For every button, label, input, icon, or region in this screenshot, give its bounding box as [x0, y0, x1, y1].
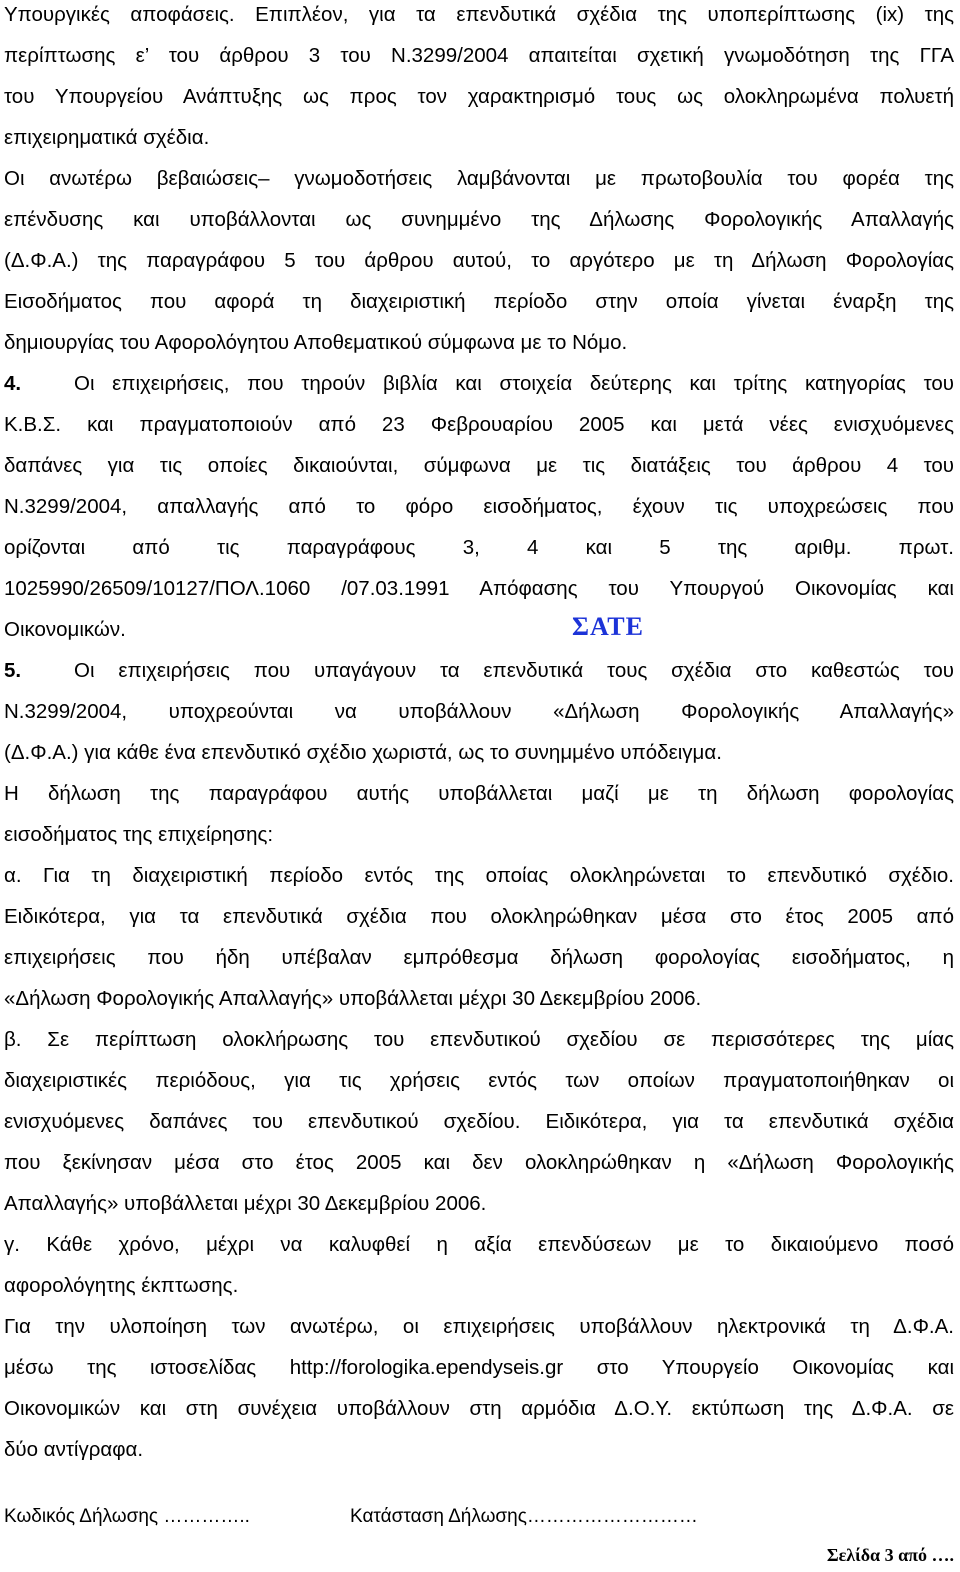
text-line: δημιουργίας του Αφορολόγητου Αποθεματικού σύμφωνα με το Νόμο. [4, 331, 628, 354]
text-line: αφορολόγητης έκπτωσης. [4, 1274, 239, 1297]
text-line: Ν.3299/2004, υποχρεούνται να υποβάλλουν «Δήλωση Φορολογικής Απαλλαγής» [4, 700, 954, 723]
text-line: Ειδικότερα, για τα επενδυτικά σχέδια που ολοκληρώθηκαν μέσα στο έτος 2005 από [4, 905, 954, 928]
text-line: Ν.3299/2004, απαλλαγής από το φόρο εισοδήματος, έχουν τις υποχρεώσεις που [4, 495, 954, 518]
text-line: του Υπουργείου Ανάπτυξης ως προς τον χαρακτηρισμό τους ως ολοκληρωμένα πολυετή [4, 85, 954, 108]
paragraph-5-first-line [4, 656, 954, 686]
text-line: επιχειρηματικά σχέδια. [4, 126, 210, 149]
text-line: Κ.Β.Σ. και πραγματοποιούν από 23 Φεβρουαρίου 2005 και μετά νέες ενισχυόμενες [4, 413, 954, 436]
paragraph-4-first-line [4, 369, 954, 399]
text-line: Οι επιχειρήσεις που υπαγάγουν τα επενδυτικά τους σχέδια στο καθεστώς του [74, 659, 954, 682]
text-line: Για την υλοποίηση των ανωτέρω, οι επιχειρήσεις υποβάλλουν ηλεκτρονικά τη Δ.Φ.Α. [4, 1315, 954, 1338]
text-line: Οι ανωτέρω βεβαιώσεις– γνωμοδοτήσεις λαμβάνονται με πρωτοβουλία του φορέα της [4, 167, 954, 190]
text-line: επιχειρήσεις που ήδη υπέβαλαν εμπρόθεσμα δήλωση φορολογίας εισοδήματος, η [4, 946, 954, 969]
text-line: Εισοδήματος που αφορά τη διαχειριστική περίοδο στην οποία γίνεται έναρξη της [4, 290, 954, 313]
text-line: (Δ.Φ.Α.) για κάθε ένα επενδυτικό σχέδιο χωριστά, ως το συνημμένο υπόδειγμα. [4, 741, 722, 764]
text-line: ενισχυόμενες δαπάνες του επενδυτικού σχεδίου. Ειδικότερα, για τα επενδυτικά σχέδια [4, 1110, 954, 1133]
text-line: διαχειριστικές περιόδους, για τις χρήσεις εντός των οποίων πραγματοποιήθηκαν οι [4, 1069, 954, 1092]
text-line: Απαλλαγής» υποβάλλεται μέχρι 30 Δεκεμβρίου 2006. [4, 1192, 487, 1215]
text-line: β. Σε περίπτωση ολοκλήρωσης του επενδυτικού σχεδίου σε περισσότερες της μίας [4, 1028, 954, 1051]
text-line: Η δήλωση της παραγράφου αυτής υποβάλλεται μαζί με τη δήλωση φορολογίας [4, 782, 954, 805]
text-line: ορίζονται από τις παραγράφους 3, 4 και 5 της αριθμ. πρωτ. [4, 536, 954, 559]
text-line: «Δήλωση Φορολογικής Απαλλαγής» υποβάλλεται μέχρι 30 Δεκεμβρίου 2006. [4, 987, 702, 1010]
text-line: δύο αντίγραφα. [4, 1438, 144, 1461]
page-number: Σελίδα 3 από …. [826, 1545, 954, 1565]
text-line: (Δ.Φ.Α.) της παραγράφου 5 του άρθρου αυτού, το αργότερο με τη Δήλωση Φορολογίας [4, 249, 954, 272]
text-line: επένδυσης και υποβάλλονται ως συνημμένο της Δήλωσης Φορολογικής Απαλλαγής [4, 208, 954, 231]
text-line: Οικονομικών και στη συνέχεια υποβάλλουν στη αρμόδια Δ.Ο.Υ. εκτύπωση της Δ.Φ.Α. σε [4, 1397, 954, 1420]
text-line: 1025990/26509/10127/ΠΟΛ.1060 /07.03.1991 Απόφασης του Υπουργού Οικονομίας και [4, 577, 954, 600]
text-line: εισοδήματος της επιχείρησης: [4, 823, 274, 846]
declaration-code-field: Κωδικός Δήλωσης ………….. [4, 1506, 250, 1527]
text-line: που ξεκίνησαν μέσα στο έτος 2005 και δεν ολοκληρώθηκαν η «Δήλωση Φορολογικής [4, 1151, 954, 1174]
text-line: Οικονομικών. [4, 618, 126, 641]
sate-stamp: ΣΑΤΕ [572, 612, 644, 641]
declaration-status-field: Κατάσταση Δήλωσης……………………… [350, 1506, 698, 1527]
paragraph-number: 5. [4, 659, 22, 682]
text-line: περίπτωσης ε’ του άρθρου 3 του Ν.3299/2004 απαιτείται σχετική γνωμοδότηση της ΓΓΑ [4, 44, 954, 67]
text-line: γ. Κάθε χρόνο, μέχρι να καλυφθεί η αξία επενδύσεων με το δικαιούμενο ποσό [4, 1233, 954, 1256]
text-line: δαπάνες για τις οποίες δικαιούνται, σύμφωνα με τις διατάξεις του άρθρου 4 του [4, 454, 954, 477]
text-line: Υπουργικές αποφάσεις. Επιπλέον, για τα επενδυτικά σχέδια της υποπερίπτωσης (ix) της [4, 3, 954, 26]
paragraph-number: 4. [4, 372, 22, 395]
text-line: μέσω της ιστοσελίδας http://forologika.ependyseis.gr στο Υπουργείο Οικονομίας και [4, 1356, 954, 1379]
text-line: Οι επιχειρήσεις, που τηρούν βιβλία και στοιχεία δεύτερης και τρίτης κατηγορίας του [74, 372, 954, 395]
text-line: α. Για τη διαχειριστική περίοδο εντός της οποίας ολοκληρώνεται το επενδυτικό σχέδιο. [4, 864, 954, 887]
